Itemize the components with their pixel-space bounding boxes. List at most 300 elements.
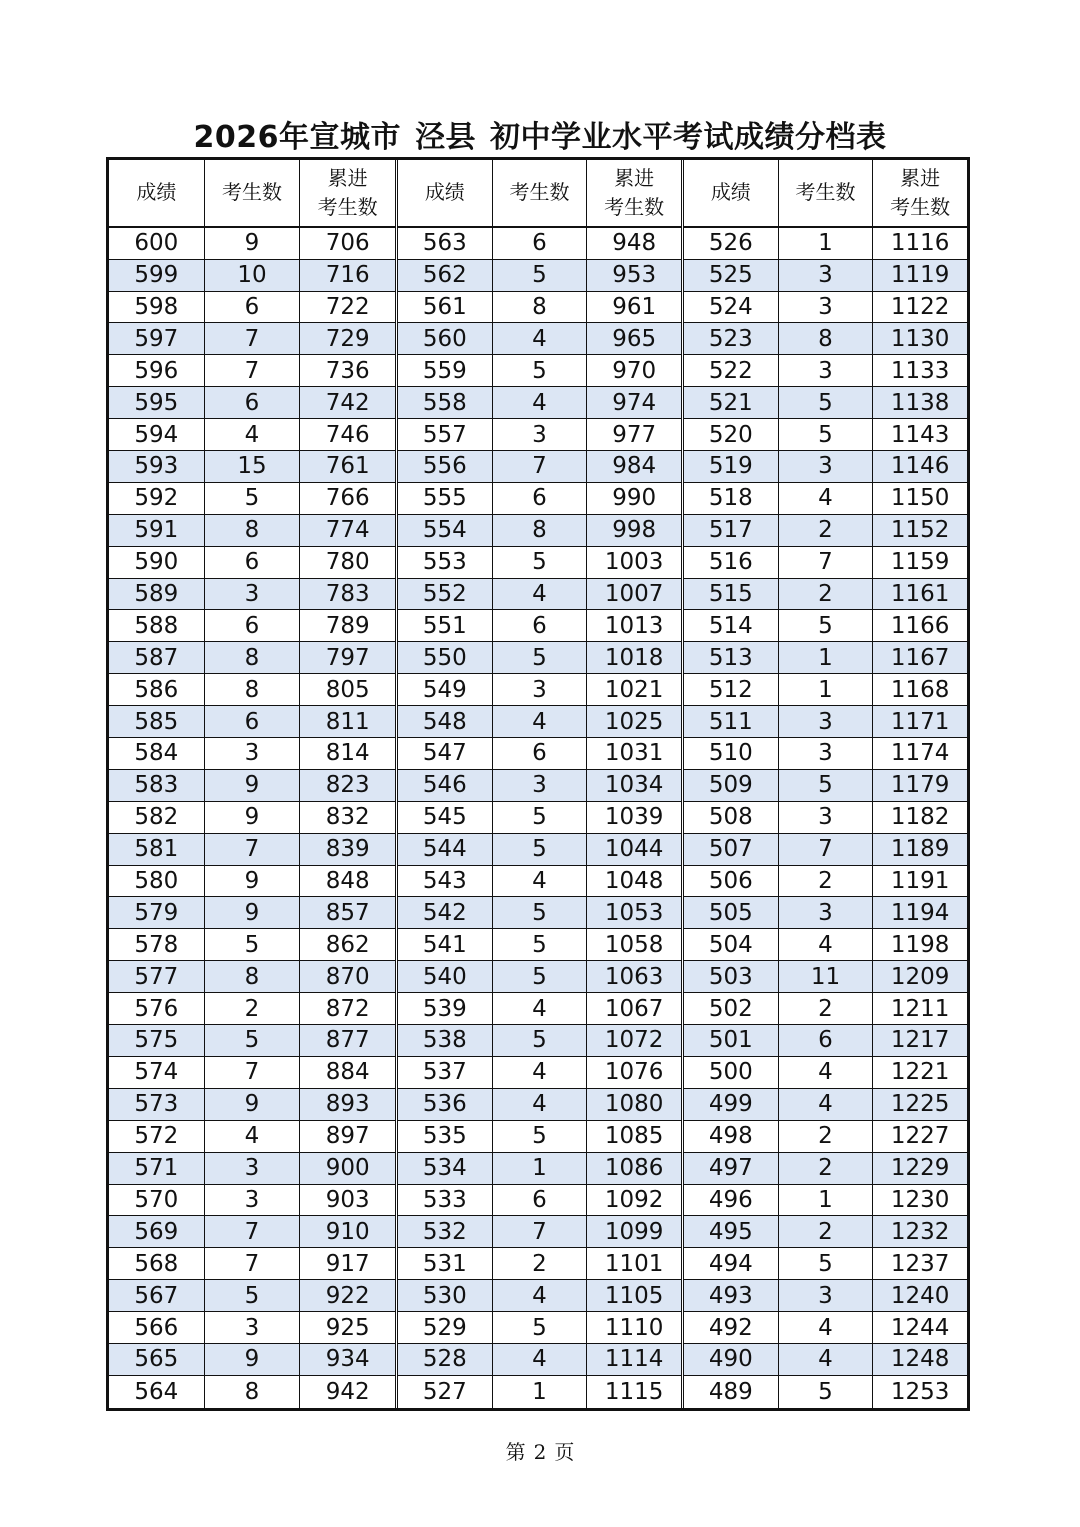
cumulative-cell: 780 bbox=[299, 547, 395, 578]
count-cell: 5 bbox=[204, 1025, 300, 1056]
cumulative-cell: 942 bbox=[299, 1376, 395, 1408]
count-cell: 4 bbox=[778, 1344, 873, 1375]
cumulative-cell: 1119 bbox=[872, 260, 967, 291]
score-cell: 511 bbox=[708, 708, 753, 735]
cumulative-cell: 1232 bbox=[872, 1216, 967, 1247]
cumulative-cell: 1167 bbox=[872, 642, 967, 673]
table-row bbox=[109, 866, 395, 898]
count-cell: 5 bbox=[778, 610, 873, 641]
count-cell: 4 bbox=[492, 1089, 587, 1120]
count-cell: 3 bbox=[778, 451, 873, 482]
table-row bbox=[109, 1121, 395, 1153]
score-cell: 559 bbox=[422, 357, 467, 384]
score-cell: 558 bbox=[422, 389, 467, 416]
cumulative-cell: 1174 bbox=[872, 738, 967, 769]
score-cell: 532 bbox=[422, 1218, 467, 1245]
cumulative-cell: 1152 bbox=[872, 515, 967, 546]
table-row bbox=[398, 579, 681, 611]
count-cell: 10 bbox=[204, 260, 300, 291]
table-row bbox=[684, 387, 967, 419]
footer-prefix: 第 bbox=[505, 1440, 526, 1464]
table-row bbox=[684, 738, 967, 770]
table-row bbox=[109, 579, 395, 611]
score-cell: 489 bbox=[708, 1378, 753, 1405]
table-row bbox=[684, 292, 967, 324]
score-cell: 549 bbox=[422, 676, 467, 703]
score-cell: 557 bbox=[422, 421, 467, 448]
column-header: 成绩 bbox=[424, 180, 465, 205]
count-cell: 6 bbox=[204, 706, 300, 737]
table-row bbox=[109, 1312, 395, 1344]
cumulative-cell: 998 bbox=[586, 515, 681, 546]
table-row bbox=[109, 1089, 395, 1121]
score-cell: 574 bbox=[134, 1059, 179, 1086]
cumulative-cell: 1248 bbox=[872, 1344, 967, 1375]
count-cell: 7 bbox=[492, 451, 587, 482]
column-header: 累进 考生数 bbox=[299, 160, 395, 226]
table-row bbox=[684, 1216, 967, 1248]
count-cell: 6 bbox=[778, 1025, 873, 1056]
table-row bbox=[684, 355, 967, 387]
score-cell: 513 bbox=[708, 644, 753, 671]
cumulative-cell: 917 bbox=[299, 1248, 395, 1279]
table-row bbox=[684, 674, 967, 706]
cumulative-cell: 948 bbox=[586, 228, 681, 259]
count-cell: 1 bbox=[492, 1153, 587, 1184]
count-cell: 9 bbox=[204, 1089, 300, 1120]
table-row bbox=[109, 993, 395, 1025]
score-cell: 550 bbox=[422, 644, 467, 671]
score-cell: 578 bbox=[134, 931, 179, 958]
table-row bbox=[109, 802, 395, 834]
score-cell: 545 bbox=[422, 804, 467, 831]
cumulative-cell: 857 bbox=[299, 897, 395, 928]
count-cell: 3 bbox=[778, 897, 873, 928]
table-row bbox=[109, 897, 395, 929]
score-cell: 521 bbox=[708, 389, 753, 416]
count-cell: 3 bbox=[492, 674, 587, 705]
cumulative-cell: 1138 bbox=[872, 387, 967, 418]
table-row bbox=[684, 1376, 967, 1408]
table-row bbox=[398, 929, 681, 961]
table-row bbox=[398, 387, 681, 419]
column-header: 考生数 bbox=[204, 160, 300, 226]
table-row bbox=[398, 1248, 681, 1280]
count-cell: 7 bbox=[778, 834, 873, 865]
score-cell: 540 bbox=[422, 963, 467, 990]
score-cell: 573 bbox=[134, 1091, 179, 1118]
count-cell: 3 bbox=[204, 738, 300, 769]
table-row bbox=[398, 515, 681, 547]
table-row bbox=[684, 834, 967, 866]
score-cell: 539 bbox=[422, 995, 467, 1022]
cumulative-cell: 900 bbox=[299, 1153, 395, 1184]
count-cell: 5 bbox=[778, 1248, 873, 1279]
count-cell: 5 bbox=[492, 1312, 587, 1343]
score-cell: 516 bbox=[708, 549, 753, 576]
table-row bbox=[684, 929, 967, 961]
score-cell: 503 bbox=[708, 963, 753, 990]
cumulative-cell: 1182 bbox=[872, 802, 967, 833]
count-cell: 9 bbox=[204, 897, 300, 928]
count-cell: 2 bbox=[778, 1153, 873, 1184]
count-cell: 6 bbox=[492, 738, 587, 769]
cumulative-cell: 1034 bbox=[586, 770, 681, 801]
count-cell: 5 bbox=[778, 387, 873, 418]
count-cell: 4 bbox=[778, 483, 873, 514]
table-block-3 bbox=[681, 160, 967, 1408]
count-cell: 3 bbox=[492, 770, 587, 801]
count-cell: 15 bbox=[204, 451, 300, 482]
count-cell: 6 bbox=[204, 547, 300, 578]
cumulative-cell: 961 bbox=[586, 292, 681, 323]
score-cell: 520 bbox=[708, 421, 753, 448]
score-cell: 534 bbox=[422, 1155, 467, 1182]
cumulative-cell: 1067 bbox=[586, 993, 681, 1024]
table-row bbox=[684, 1280, 967, 1312]
score-cell: 600 bbox=[134, 230, 179, 257]
count-cell: 9 bbox=[204, 228, 300, 259]
cumulative-cell: 1025 bbox=[586, 706, 681, 737]
score-cell: 577 bbox=[134, 963, 179, 990]
score-cell: 555 bbox=[422, 485, 467, 512]
count-cell: 3 bbox=[204, 579, 300, 610]
table-block-1 bbox=[109, 160, 395, 1408]
cumulative-cell: 910 bbox=[299, 1216, 395, 1247]
count-cell: 2 bbox=[778, 515, 873, 546]
table-row bbox=[684, 610, 967, 642]
cumulative-cell: 1209 bbox=[872, 961, 967, 992]
count-cell: 11 bbox=[778, 961, 873, 992]
cumulative-cell: 1146 bbox=[872, 451, 967, 482]
count-cell: 3 bbox=[204, 1185, 300, 1216]
count-cell: 7 bbox=[204, 834, 300, 865]
table-row bbox=[398, 451, 681, 483]
table-row bbox=[398, 897, 681, 929]
score-cell: 597 bbox=[134, 325, 179, 352]
table-row bbox=[109, 929, 395, 961]
count-cell: 9 bbox=[204, 1344, 300, 1375]
score-cell: 492 bbox=[708, 1314, 753, 1341]
count-cell: 6 bbox=[204, 610, 300, 641]
count-cell: 9 bbox=[204, 866, 300, 897]
table-row bbox=[109, 1248, 395, 1280]
score-cell: 553 bbox=[422, 549, 467, 576]
count-cell: 8 bbox=[492, 292, 587, 323]
count-cell: 5 bbox=[492, 355, 587, 386]
score-cell: 515 bbox=[708, 581, 753, 608]
cumulative-cell: 1133 bbox=[872, 355, 967, 386]
cumulative-cell: 761 bbox=[299, 451, 395, 482]
score-cell: 508 bbox=[708, 804, 753, 831]
cumulative-cell: 903 bbox=[299, 1185, 395, 1216]
table-row bbox=[398, 419, 681, 451]
cumulative-cell: 893 bbox=[299, 1089, 395, 1120]
cumulative-cell: 722 bbox=[299, 292, 395, 323]
table-row bbox=[109, 483, 395, 515]
score-cell: 575 bbox=[134, 1027, 179, 1054]
table-row bbox=[398, 1089, 681, 1121]
score-cell: 518 bbox=[708, 485, 753, 512]
table-row bbox=[684, 1089, 967, 1121]
cumulative-cell: 736 bbox=[299, 355, 395, 386]
score-cell: 566 bbox=[134, 1314, 179, 1341]
cumulative-cell: 716 bbox=[299, 260, 395, 291]
cumulative-cell: 1003 bbox=[586, 547, 681, 578]
table-row bbox=[684, 897, 967, 929]
score-cell: 599 bbox=[134, 262, 179, 289]
column-header: 考生数 bbox=[778, 160, 873, 226]
cumulative-cell: 1159 bbox=[872, 547, 967, 578]
score-cell: 543 bbox=[422, 868, 467, 895]
table-row bbox=[398, 1216, 681, 1248]
table-row bbox=[398, 1153, 681, 1185]
table-row bbox=[109, 1216, 395, 1248]
count-cell: 2 bbox=[204, 993, 300, 1024]
table-row bbox=[684, 1025, 967, 1057]
score-cell: 580 bbox=[134, 868, 179, 895]
score-cell: 524 bbox=[708, 294, 753, 320]
count-cell: 4 bbox=[492, 323, 587, 354]
score-cell: 526 bbox=[708, 230, 753, 257]
score-cell: 572 bbox=[134, 1123, 179, 1150]
cumulative-cell: 1171 bbox=[872, 706, 967, 737]
cumulative-cell: 1130 bbox=[872, 323, 967, 354]
table-row bbox=[398, 1344, 681, 1376]
table-row bbox=[398, 674, 681, 706]
cumulative-cell: 1244 bbox=[872, 1312, 967, 1343]
cumulative-cell: 877 bbox=[299, 1025, 395, 1056]
table-header-row bbox=[109, 160, 395, 228]
column-header: 考生数 bbox=[492, 160, 587, 226]
table-row bbox=[109, 355, 395, 387]
cumulative-cell: 1150 bbox=[872, 483, 967, 514]
table-row bbox=[109, 1280, 395, 1312]
count-cell: 7 bbox=[492, 1216, 587, 1247]
cumulative-cell: 1122 bbox=[872, 292, 967, 323]
cumulative-cell: 811 bbox=[299, 706, 395, 737]
count-cell: 3 bbox=[204, 1312, 300, 1343]
cumulative-cell: 814 bbox=[299, 738, 395, 769]
count-cell: 6 bbox=[492, 1185, 587, 1216]
cumulative-cell: 1191 bbox=[872, 866, 967, 897]
table-row bbox=[684, 1248, 967, 1280]
table-row bbox=[398, 260, 681, 292]
count-cell: 5 bbox=[492, 961, 587, 992]
cumulative-cell: 1085 bbox=[586, 1121, 681, 1152]
page-title bbox=[0, 112, 1080, 156]
score-cell: 561 bbox=[422, 294, 467, 320]
count-cell: 8 bbox=[204, 674, 300, 705]
table-row bbox=[398, 1121, 681, 1153]
table-row bbox=[684, 260, 967, 292]
cumulative-cell: 1194 bbox=[872, 897, 967, 928]
cumulative-cell: 1115 bbox=[586, 1376, 681, 1408]
cumulative-cell: 783 bbox=[299, 579, 395, 610]
score-cell: 505 bbox=[708, 899, 753, 926]
table-row bbox=[684, 1121, 967, 1153]
count-cell: 4 bbox=[204, 419, 300, 450]
count-cell: 4 bbox=[204, 1121, 300, 1152]
table-row bbox=[684, 1344, 967, 1376]
count-cell: 5 bbox=[778, 419, 873, 450]
count-cell: 3 bbox=[778, 802, 873, 833]
count-cell: 5 bbox=[204, 1280, 300, 1311]
title-rest: 初中学业水平考试成绩分档表 bbox=[490, 120, 887, 155]
count-cell: 5 bbox=[492, 834, 587, 865]
count-cell: 8 bbox=[204, 1376, 300, 1408]
cumulative-cell: 1114 bbox=[586, 1344, 681, 1375]
table-row bbox=[109, 228, 395, 260]
cumulative-cell: 1007 bbox=[586, 579, 681, 610]
table-row bbox=[398, 1057, 681, 1089]
count-cell: 2 bbox=[778, 1216, 873, 1247]
cumulative-cell: 1101 bbox=[586, 1248, 681, 1279]
count-cell: 8 bbox=[204, 515, 300, 546]
cumulative-cell: 832 bbox=[299, 802, 395, 833]
cumulative-cell: 1099 bbox=[586, 1216, 681, 1247]
score-cell: 493 bbox=[708, 1282, 753, 1309]
table-row bbox=[684, 419, 967, 451]
cumulative-cell: 797 bbox=[299, 642, 395, 673]
table-row bbox=[398, 292, 681, 324]
count-cell: 7 bbox=[204, 1216, 300, 1247]
count-cell: 9 bbox=[204, 770, 300, 801]
cumulative-cell: 789 bbox=[299, 610, 395, 641]
count-cell: 4 bbox=[492, 993, 587, 1024]
score-cell: 547 bbox=[422, 740, 467, 767]
cumulative-cell: 1063 bbox=[586, 961, 681, 992]
table-row bbox=[684, 961, 967, 993]
cumulative-cell: 1240 bbox=[872, 1280, 967, 1311]
score-cell: 510 bbox=[708, 740, 753, 767]
score-cell: 546 bbox=[422, 772, 467, 799]
cumulative-cell: 862 bbox=[299, 929, 395, 960]
count-cell: 4 bbox=[492, 1057, 587, 1088]
score-cell: 498 bbox=[708, 1123, 753, 1150]
table-row bbox=[684, 642, 967, 674]
count-cell: 4 bbox=[778, 1057, 873, 1088]
score-cell: 591 bbox=[134, 517, 179, 544]
table-row bbox=[684, 451, 967, 483]
count-cell: 4 bbox=[492, 866, 587, 897]
count-cell: 6 bbox=[204, 387, 300, 418]
count-cell: 3 bbox=[778, 1280, 873, 1311]
score-cell: 595 bbox=[134, 389, 179, 416]
score-cell: 562 bbox=[422, 262, 467, 289]
cumulative-cell: 872 bbox=[299, 993, 395, 1024]
count-cell: 6 bbox=[492, 228, 587, 259]
cumulative-cell: 1053 bbox=[586, 897, 681, 928]
score-cell: 585 bbox=[134, 708, 179, 735]
table-row bbox=[398, 323, 681, 355]
table-row bbox=[109, 547, 395, 579]
table-row bbox=[684, 483, 967, 515]
cumulative-cell: 1031 bbox=[586, 738, 681, 769]
score-cell: 542 bbox=[422, 899, 467, 926]
table-row bbox=[109, 1185, 395, 1217]
count-cell: 1 bbox=[778, 1185, 873, 1216]
count-cell: 6 bbox=[492, 483, 587, 514]
score-cell: 537 bbox=[422, 1059, 467, 1086]
score-cell: 583 bbox=[134, 772, 179, 799]
table-row bbox=[684, 1153, 967, 1185]
score-cell: 598 bbox=[134, 294, 179, 320]
table-row bbox=[684, 1312, 967, 1344]
cumulative-cell: 1227 bbox=[872, 1121, 967, 1152]
count-cell: 3 bbox=[778, 355, 873, 386]
cumulative-cell: 1116 bbox=[872, 228, 967, 259]
score-cell: 551 bbox=[422, 612, 467, 639]
cumulative-cell: 1105 bbox=[586, 1280, 681, 1311]
cumulative-cell: 1161 bbox=[872, 579, 967, 610]
cumulative-cell: 1086 bbox=[586, 1153, 681, 1184]
table-row bbox=[109, 323, 395, 355]
table-row bbox=[684, 228, 967, 260]
cumulative-cell: 1013 bbox=[586, 610, 681, 641]
count-cell: 1 bbox=[778, 228, 873, 259]
count-cell: 4 bbox=[492, 579, 587, 610]
score-cell: 568 bbox=[134, 1250, 179, 1277]
score-cell: 586 bbox=[134, 676, 179, 703]
score-cell: 564 bbox=[134, 1378, 179, 1405]
count-cell: 2 bbox=[778, 579, 873, 610]
table-row bbox=[109, 451, 395, 483]
score-cell: 593 bbox=[134, 453, 179, 480]
score-cell: 529 bbox=[422, 1314, 467, 1341]
table-row bbox=[684, 770, 967, 802]
count-cell: 4 bbox=[778, 929, 873, 960]
table-row bbox=[684, 706, 967, 738]
table-row bbox=[684, 993, 967, 1025]
table-row bbox=[684, 547, 967, 579]
count-cell: 4 bbox=[778, 1312, 873, 1343]
column-header: 成绩 bbox=[710, 180, 751, 205]
table-row bbox=[398, 610, 681, 642]
table-row bbox=[109, 1025, 395, 1057]
column-header: 累进 考生数 bbox=[872, 160, 967, 226]
table-row bbox=[109, 674, 395, 706]
cumulative-cell: 1168 bbox=[872, 674, 967, 705]
cumulative-cell: 953 bbox=[586, 260, 681, 291]
column-header: 成绩 bbox=[136, 180, 177, 205]
score-cell: 504 bbox=[708, 931, 753, 958]
cumulative-cell: 1143 bbox=[872, 419, 967, 450]
table-row bbox=[109, 1344, 395, 1376]
cumulative-cell: 1189 bbox=[872, 834, 967, 865]
score-cell: 571 bbox=[134, 1155, 179, 1182]
count-cell: 4 bbox=[492, 1344, 587, 1375]
score-cell: 535 bbox=[422, 1123, 467, 1150]
score-cell: 509 bbox=[708, 772, 753, 799]
score-cell: 533 bbox=[422, 1186, 467, 1213]
score-cell: 552 bbox=[422, 581, 467, 608]
table-row bbox=[398, 547, 681, 579]
cumulative-cell: 977 bbox=[586, 419, 681, 450]
score-cell: 514 bbox=[708, 612, 753, 639]
table-row bbox=[109, 738, 395, 770]
count-cell: 1 bbox=[492, 1376, 587, 1408]
count-cell: 5 bbox=[778, 770, 873, 801]
score-cell: 594 bbox=[134, 421, 179, 448]
score-cell: 570 bbox=[134, 1186, 179, 1213]
count-cell: 7 bbox=[204, 323, 300, 354]
footer-suffix: 页 bbox=[554, 1440, 575, 1464]
cumulative-cell: 1253 bbox=[872, 1376, 967, 1408]
count-cell: 2 bbox=[778, 1121, 873, 1152]
table-row bbox=[109, 706, 395, 738]
table-row bbox=[109, 642, 395, 674]
